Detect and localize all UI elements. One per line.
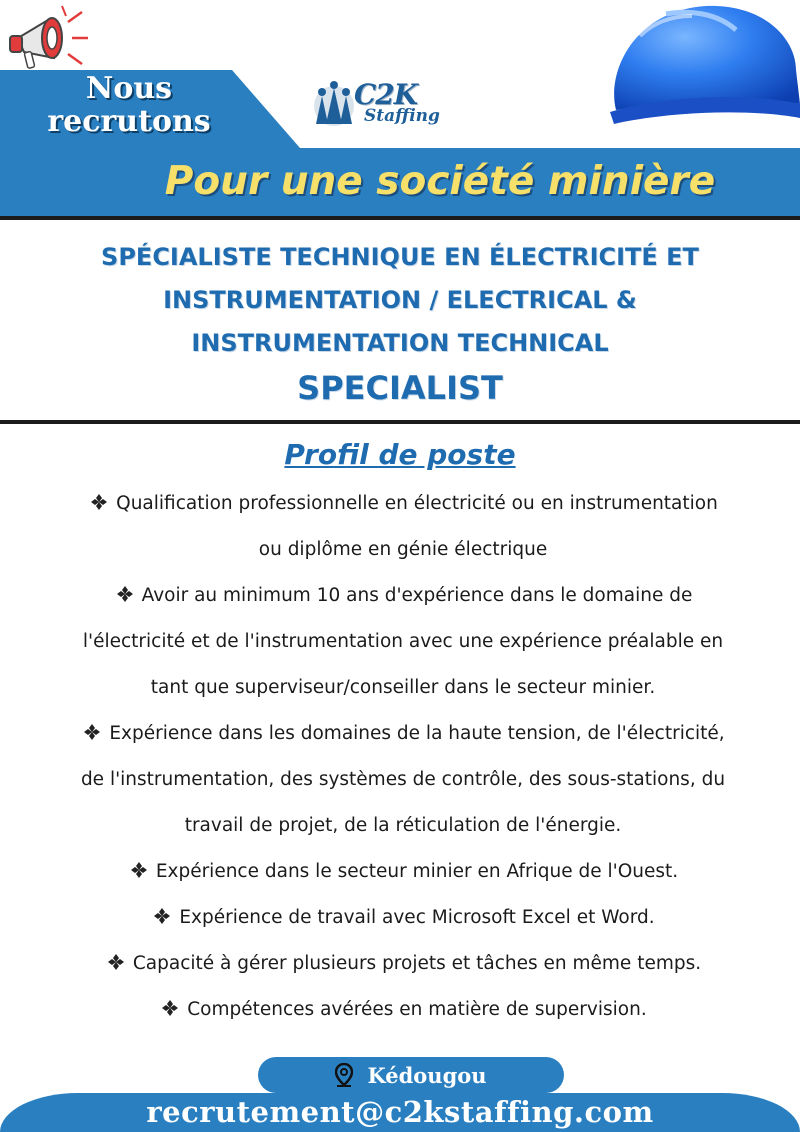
list-item: Compétences avérées en matière de supervision. [18, 987, 788, 1033]
location-pin-icon [335, 1063, 353, 1087]
logo-name: C2K [354, 78, 418, 111]
logo-subtitle: Staffing [364, 106, 440, 126]
list-item: tant que superviseur/conseiller dans le secteur minier. [150, 677, 656, 698]
tagline: Pour une société minière [164, 159, 716, 204]
divider-middle [0, 420, 800, 424]
bullet-diamond-icon [88, 493, 110, 511]
list-item: travail de projet, de la réticulation de l'énergie. [184, 815, 622, 836]
bullet-diamond-icon [159, 999, 181, 1017]
divider-top [0, 216, 800, 220]
megaphone-icon [4, 2, 94, 72]
list-item: Expérience de travail avec Microsoft Excel et Word. [18, 895, 788, 941]
bullet-diamond-icon [151, 907, 173, 925]
list-item: Qualification professionnelle en électricité ou en instrumentation [18, 481, 788, 527]
recruiting-line-1: Nous [85, 71, 173, 106]
list-item: Avoir au minimum 10 ans d'expérience dans le domaine de [18, 573, 788, 619]
job-title [20, 236, 780, 411]
job-title-line-3: INSTRUMENTATION TECHNICAL [191, 329, 609, 357]
bullet-diamond-icon [105, 953, 127, 971]
bullet-diamond-icon [114, 585, 136, 603]
helmet-icon [596, 0, 800, 135]
recruiting-line-2: recrutons [47, 104, 211, 139]
location-badge [258, 1057, 564, 1093]
list-item: ou diplôme en génie électrique [258, 539, 548, 560]
bullet-diamond-icon [128, 861, 150, 879]
job-title-line-2: INSTRUMENTATION / ELECTRICAL & [163, 286, 637, 314]
profile-heading: Profil de poste [284, 438, 516, 471]
job-title-line-4: SPECIALIST [297, 369, 503, 407]
logo-figures-icon [308, 78, 360, 132]
bullet-diamond-icon [81, 723, 103, 741]
company-logo [308, 78, 468, 132]
location-label: Kédougou [367, 1062, 487, 1088]
requirements-list [18, 481, 788, 1033]
list-item: Capacité à gérer plusieurs projets et tâches en même temps. [18, 941, 788, 987]
recruiting-heading [14, 72, 244, 138]
job-title-line-1: SPÉCIALISTE TECHNIQUE EN ÉLECTRICITÉ ET [101, 243, 699, 271]
list-item: Expérience dans le secteur minier en Afrique de l'Ouest. [18, 849, 788, 895]
contact-email[interactable]: recrutement@c2kstaffing.com [146, 1095, 654, 1129]
list-item: Expérience dans les domaines de la haute tension, de l'électricité, [18, 711, 788, 757]
list-item: de l'instrumentation, des systèmes de contrôle, des sous-stations, du [80, 769, 726, 790]
list-item: l'électricité et de l'instrumentation avec une expérience préalable en [82, 631, 724, 652]
